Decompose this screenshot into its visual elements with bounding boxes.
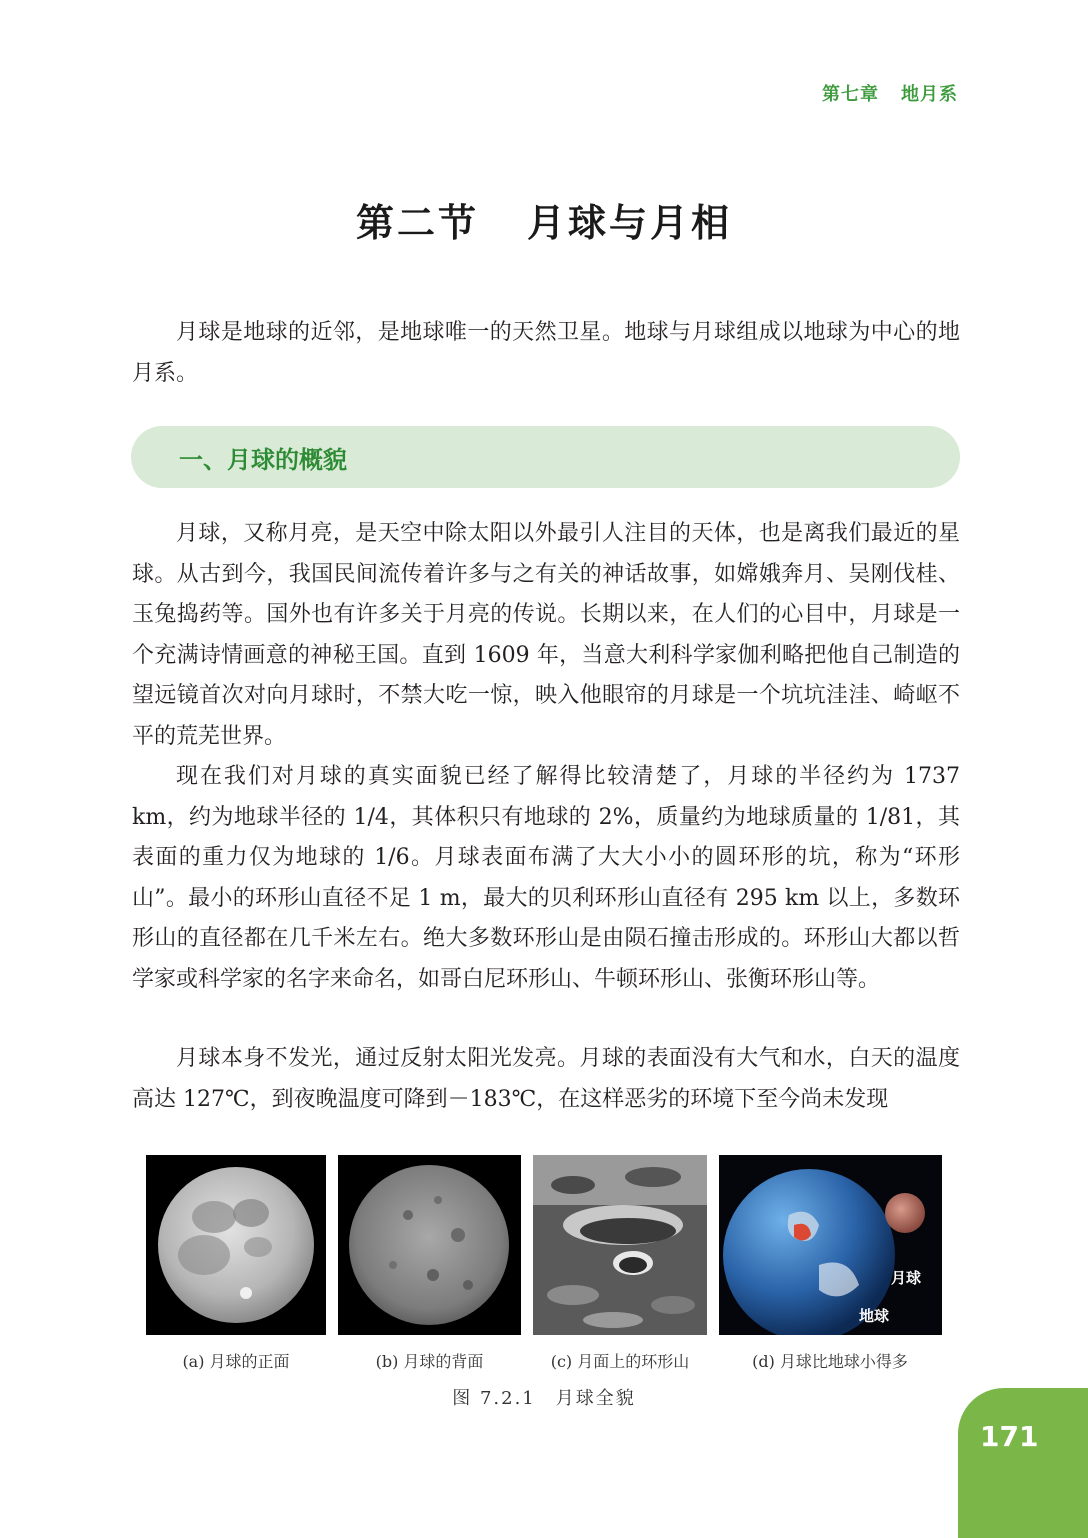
moon-near-side-image [146, 1155, 326, 1335]
body-paragraph-1: 月球，又称月亮，是天空中除太阳以外最引人注目的天体，也是离我们最近的星球。从古到今，我国民间流传着许多与之有关的神话故事，如嫦娥奔月、吴刚伐桂、玉兔捣药等。国外也有许多关于月亮的传说。长期以来，在人们的心目中，月球是一个充满诗情画意的神秘王国。直到 1609 年，当意大利科学家伽利略把他自己制造的望远镜首次对向月球时，不禁大吃一惊，映入他眼帘的月球是一个坑坑洼洼、崎岖不平的荒芜世界。 [132, 521, 960, 749]
moon-label: 月球 [891, 1269, 922, 1287]
intro-paragraph: 月球是地球的近邻，是地球唯一的天然卫星。地球与月球组成以地球为中心的地月系。 [132, 320, 960, 386]
body-paragraph-3: 月球本身不发光，通过反射太阳光发亮。月球的表面没有大气和水，白天的温度高达 127℃，到夜晚温度可降到－183℃，在这样恶劣的环境下至今尚未发现 [132, 1046, 960, 1112]
moon-craters-image [533, 1155, 707, 1335]
section-heading [0, 192, 1088, 247]
chapter-title: 地月系 [901, 84, 958, 105]
page-number: 171 [980, 1420, 1039, 1453]
section-number: 第二节 [355, 201, 479, 245]
figure-caption-b: (b) 月球的背面 [375, 1352, 484, 1371]
section-title: 月球与月相 [527, 201, 733, 245]
subsection-title: 一、月球的概貌 [179, 446, 347, 474]
chapter-number: 第七章 [822, 84, 879, 105]
figure-title: 图 7.2.1 月球全貌 [452, 1388, 636, 1409]
subsection-banner [131, 426, 960, 488]
page-number-tab [958, 1388, 1088, 1538]
body-paragraph-2: 现在我们对月球的真实面貌已经了解得比较清楚了，月球的半径约为 1737 km，约为地球半径的 1/4，其体积只有地球的 2%，质量约为地球质量的 1/81，其表面的重力仅为地球的 1/6。月球表面布满了大大小小的圆环形的坑，称为“环形山”。最小的环形山直径不足 1 m，最大的贝利环形山直径有 295 km 以上，多数环形山的直径都在几千米左右。绝大多数环形山是由陨石撞击形成的。环形山大都以哲学家或科学家的名字来命名，如哥白尼环形山、牛顿环形山、张衡环形山等。 [132, 764, 960, 992]
earth-label: 地球 [859, 1307, 890, 1325]
figure-caption-c: (c) 月面上的环形山 [550, 1352, 690, 1371]
figure-caption-d: (d) 月球比地球小得多 [752, 1352, 908, 1371]
figure-caption-a: (a) 月球的正面 [182, 1352, 290, 1371]
chapter-header [822, 80, 958, 106]
earth-moon-comparison-image [719, 1155, 942, 1335]
moon-far-side-image [338, 1155, 521, 1335]
